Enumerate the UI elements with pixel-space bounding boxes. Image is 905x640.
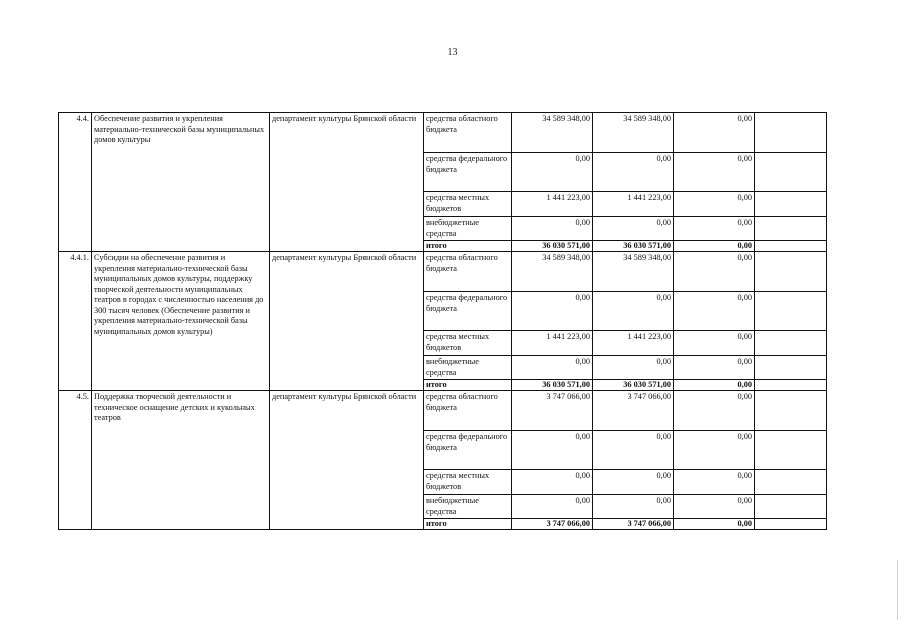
value-cell: 0,00: [593, 431, 674, 470]
total-label: итого: [424, 380, 512, 391]
funding-source: средства областного бюджета: [424, 113, 512, 153]
funding-source: средства областного бюджета: [424, 252, 512, 292]
value-cell: 0,00: [593, 356, 674, 380]
value-cell: 3 747 066,00: [593, 391, 674, 431]
value-cell: 1 441 223,00: [512, 331, 593, 356]
funding-source: средства федерального бюджета: [424, 292, 512, 331]
funding-source: внебюджетные средства: [424, 217, 512, 241]
value-cell: 0,00: [512, 431, 593, 470]
empty-cell: [755, 470, 827, 495]
empty-cell: [755, 391, 827, 431]
value-cell: 0,00: [674, 292, 755, 331]
table-row: [59, 252, 827, 292]
value-cell: 1 441 223,00: [593, 331, 674, 356]
value-cell: 0,00: [674, 153, 755, 192]
total-value: 36 030 571,00: [593, 241, 674, 252]
value-cell: 3 747 066,00: [512, 391, 593, 431]
value-cell: 0,00: [512, 153, 593, 192]
empty-cell: [755, 292, 827, 331]
value-cell: 0,00: [512, 356, 593, 380]
empty-cell: [755, 192, 827, 217]
scan-edge-mark: [897, 560, 898, 620]
value-cell: 0,00: [674, 431, 755, 470]
section-code: 4.5.: [59, 391, 92, 530]
value-cell: 34 589 348,00: [593, 252, 674, 292]
value-cell: 0,00: [593, 217, 674, 241]
section-code: 4.4.: [59, 113, 92, 252]
value-cell: 0,00: [674, 470, 755, 495]
funding-source: внебюджетные средства: [424, 356, 512, 380]
funding-source: средства областного бюджета: [424, 391, 512, 431]
value-cell: 0,00: [512, 495, 593, 519]
total-value: 0,00: [674, 519, 755, 530]
value-cell: 0,00: [512, 292, 593, 331]
value-cell: 0,00: [674, 192, 755, 217]
table-row: [59, 113, 827, 153]
funding-source: средства федерального бюджета: [424, 431, 512, 470]
value-cell: 0,00: [593, 153, 674, 192]
empty-cell: [755, 113, 827, 153]
value-cell: 0,00: [512, 470, 593, 495]
section-name: Субсидии на обеспечение развития и укрепления материально-технической базы муниципальных домов культуры, поддержку творческой деятельности муниципальных театров в городах с численностью населения до 300 тысяч человек (Обеспечение развития и укрепления материально-технической базы муниципальных домов культуры): [92, 252, 270, 391]
funding-source: средства местных бюджетов: [424, 331, 512, 356]
page-number: 13: [447, 47, 458, 58]
value-cell: 34 589 348,00: [593, 113, 674, 153]
total-value: 3 747 066,00: [512, 519, 593, 530]
empty-cell: [755, 241, 827, 252]
empty-cell: [755, 495, 827, 519]
value-cell: 1 441 223,00: [512, 192, 593, 217]
value-cell: 0,00: [593, 495, 674, 519]
value-cell: 0,00: [674, 356, 755, 380]
total-value: 36 030 571,00: [512, 241, 593, 252]
total-label: итого: [424, 519, 512, 530]
value-cell: 0,00: [674, 217, 755, 241]
value-cell: 0,00: [674, 252, 755, 292]
empty-cell: [755, 153, 827, 192]
value-cell: 34 589 348,00: [512, 252, 593, 292]
value-cell: 0,00: [593, 292, 674, 331]
value-cell: 1 441 223,00: [593, 192, 674, 217]
empty-cell: [755, 252, 827, 292]
funding-source: средства местных бюджетов: [424, 192, 512, 217]
empty-cell: [755, 519, 827, 530]
section-executor: департамент культуры Брянской области: [270, 391, 424, 530]
total-value: 0,00: [674, 380, 755, 391]
value-cell: 34 589 348,00: [512, 113, 593, 153]
value-cell: 0,00: [593, 470, 674, 495]
value-cell: 0,00: [674, 113, 755, 153]
empty-cell: [755, 217, 827, 241]
total-value: 36 030 571,00: [512, 380, 593, 391]
empty-cell: [755, 356, 827, 380]
empty-cell: [755, 431, 827, 470]
total-label: итого: [424, 241, 512, 252]
value-cell: 0,00: [512, 217, 593, 241]
funding-source: средства федерального бюджета: [424, 153, 512, 192]
empty-cell: [755, 380, 827, 391]
budget-table: [58, 112, 827, 530]
funding-source: внебюджетные средства: [424, 495, 512, 519]
section-code: 4.4.1.: [59, 252, 92, 391]
total-value: 3 747 066,00: [593, 519, 674, 530]
empty-cell: [755, 331, 827, 356]
total-value: 36 030 571,00: [593, 380, 674, 391]
total-value: 0,00: [674, 241, 755, 252]
value-cell: 0,00: [674, 391, 755, 431]
section-name: Поддержка творческой деятельности и техническое оснащение детских и кукольных театров: [92, 391, 270, 530]
section-name: Обеспечение развития и укрепления материально-технической базы муниципальных домов культуры: [92, 113, 270, 252]
table-row: [59, 391, 827, 431]
section-executor: департамент культуры Брянской области: [270, 113, 424, 252]
value-cell: 0,00: [674, 495, 755, 519]
section-executor: департамент культуры Брянской области: [270, 252, 424, 391]
funding-source: средства местных бюджетов: [424, 470, 512, 495]
value-cell: 0,00: [674, 331, 755, 356]
